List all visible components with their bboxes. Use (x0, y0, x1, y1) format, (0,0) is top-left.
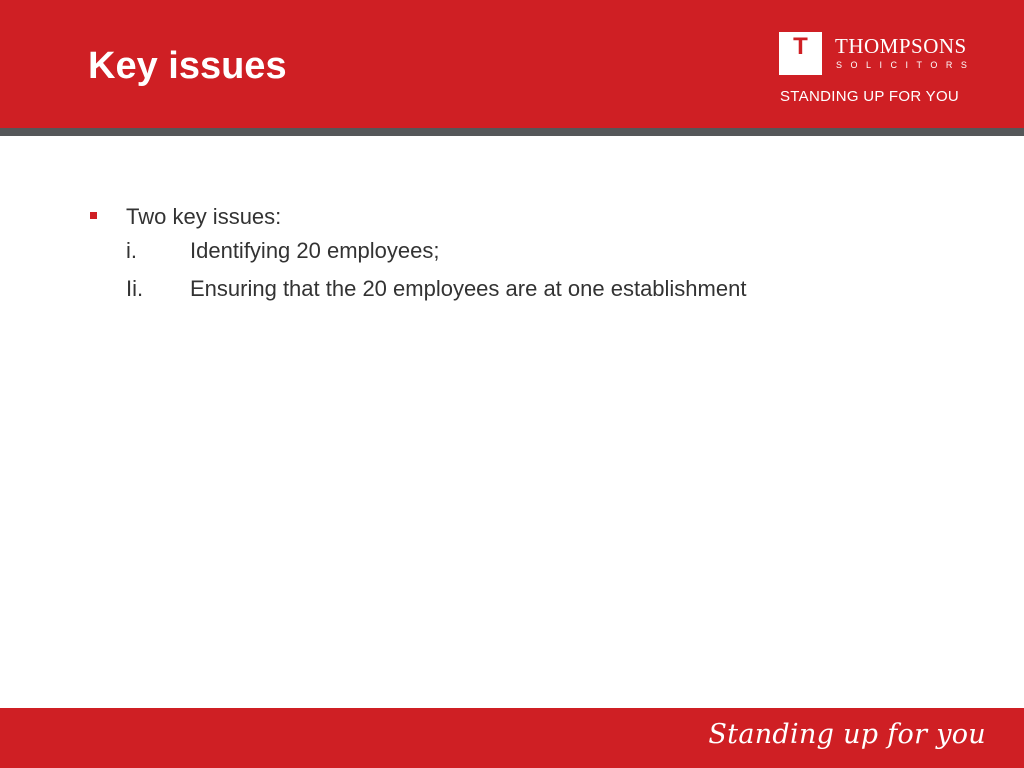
header-bar (0, 0, 1024, 128)
sub-item-number: i. (126, 238, 137, 263)
logo-mark (779, 32, 822, 75)
sub-item (86, 274, 966, 312)
footer-bar (0, 708, 1024, 768)
bullet-item (86, 202, 966, 236)
sub-item-text: Identifying 20 employees; (190, 238, 440, 263)
logo-name: THOMPSONS (835, 34, 967, 58)
square-bullet-icon (90, 212, 97, 219)
sub-item-text: Ensuring that the 20 employees are at one establishment (190, 276, 747, 301)
logo-subtitle: SOLICITORS (836, 60, 976, 70)
thompsons-logo (779, 32, 989, 108)
sub-item (86, 236, 966, 274)
logo-letter: T (793, 33, 808, 60)
footer-tagline: Standing up for you (708, 719, 986, 750)
header-divider (0, 128, 1024, 136)
slide-content (86, 202, 966, 312)
slide-title: Key issues (88, 45, 287, 87)
logo-tagline: STANDING UP FOR YOU (780, 88, 960, 105)
sub-item-number: Ii. (126, 276, 144, 301)
bullet-text: Two key issues: (126, 204, 282, 229)
